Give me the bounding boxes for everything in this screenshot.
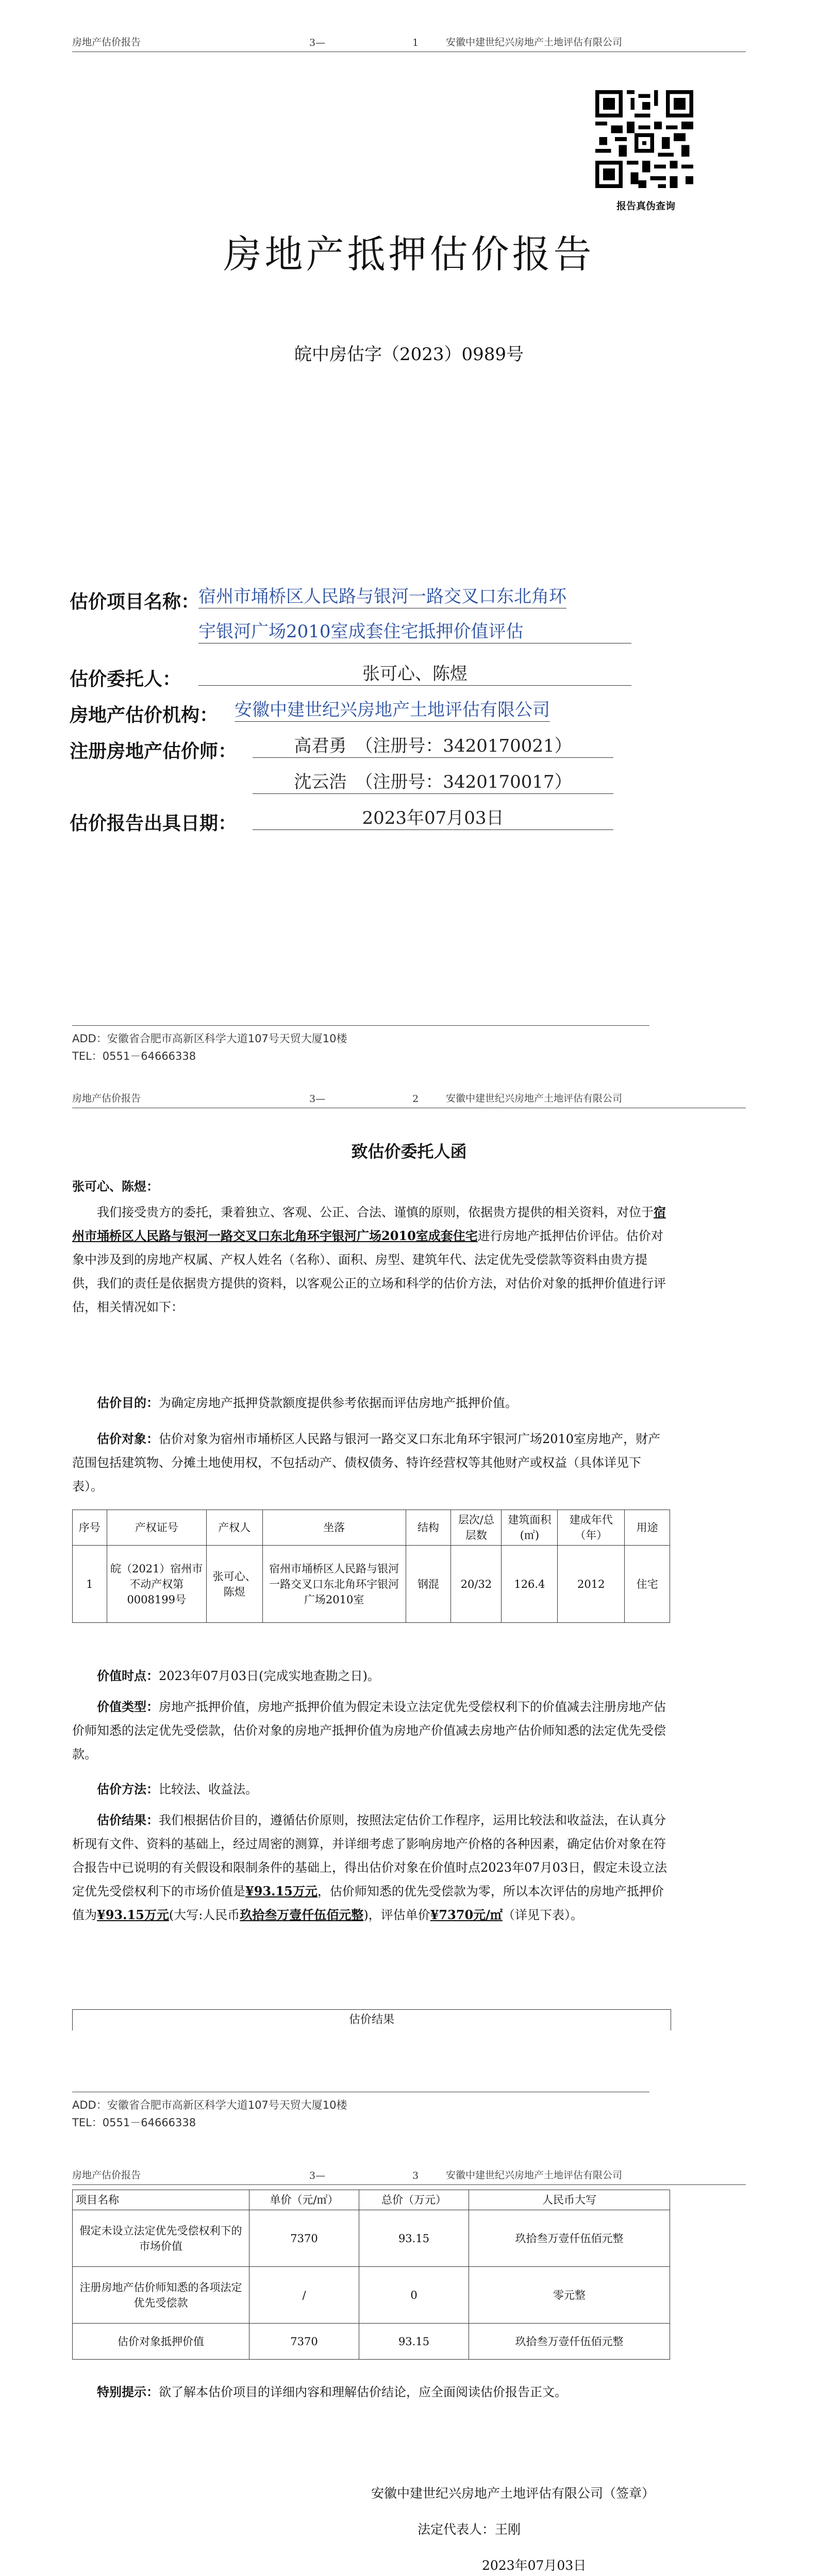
header-page-number: 3 xyxy=(412,2170,419,2181)
footer-address: ADD：安徽省合肥市高新区科学大道107号天贸大厦10楼 xyxy=(72,2099,347,2111)
appraiser-2: 沈云浩 （注册号：3420170017） xyxy=(253,771,613,794)
sign-company: 安徽中建世纪兴房地产土地评估有限公司（签章） xyxy=(371,2486,655,2501)
date-label: 估价报告出具日期： xyxy=(70,813,237,834)
date-value: 2023年07月03日 xyxy=(253,807,613,830)
purpose-paragraph: 估价目的：为确定房地产抵押贷款额度提供参考依据而评估房地产抵押价值。 xyxy=(97,1395,517,1410)
client-label: 估价委托人： xyxy=(70,669,181,690)
project-value-line2: 宇银河广场2010室成套住宅抵押价值评估 xyxy=(198,620,631,643)
project-label: 估价项目名称： xyxy=(70,591,200,613)
value-type-paragraph: 价值类型：房地产抵押价值，房地产抵押价值为假定未设立法定优先受偿权利下的价值减去注册房地产估价师知悉的法定优先受偿款，估价对象的房地产抵押价值为房地产价值减去房地产估价师知悉的法定优先受偿款。 xyxy=(72,1699,666,1761)
result-table xyxy=(72,2190,670,2360)
footer-tel: TEL：0551－64666338 xyxy=(72,2116,196,2129)
appraiser-label: 注册房地产估价师： xyxy=(70,741,237,762)
page-letter-1 xyxy=(0,1087,818,2159)
object-paragraph: 估价对象：估价对象为宿州市埇桥区人民路与银河一路交叉口东北角环宇银河广场2010室房地产，财产范围包括建筑物、分摊土地使用权，不包括动产、债权债务、特许经营权等其他财产或权益（具体详见下表）。 xyxy=(72,1431,661,1494)
table-row: 注册房地产估价师知悉的各项法定优先受偿款 / 0 零元整 xyxy=(73,2267,670,2324)
page-footer xyxy=(72,1025,649,1065)
property-address: 宿州市埇桥区人民路与银河一路交叉口东北角环宇银河广场2010室成套住宅 xyxy=(72,1205,666,1243)
project-value-line1: 宿州市埇桥区人民路与银河一路交叉口东北角环 xyxy=(198,585,566,608)
header-middle: 3— xyxy=(309,2170,326,2181)
header-left: 房地产估价报告 xyxy=(72,2170,141,2181)
table-header-row: 项目名称 单价（元/㎡） 总价（万元） 人民币大写 xyxy=(73,2190,670,2210)
header-middle: 3— xyxy=(309,37,326,48)
report-title: 房地产抵押估价报告 xyxy=(223,232,595,277)
footer-address: ADD：安徽省合肥市高新区科学大道107号天贸大厦10楼 xyxy=(72,1032,347,1045)
page-header xyxy=(72,1087,746,1108)
agency-value: 安徽中建世纪兴房地产土地评估有限公司 xyxy=(235,699,550,722)
page-header xyxy=(72,31,746,52)
value-date-paragraph: 价值时点：2023年07月03日(完成实地查勘之日)。 xyxy=(97,1668,380,1683)
result-table-caption: 估价结果 xyxy=(72,2009,671,2030)
letter-title: 致估价委托人函 xyxy=(351,1142,467,1161)
result-paragraph: 估价结果：我们根据估价目的，遵循估价原则，按照法定估价工作程序，运用比较法和收益法，在认真分析现有文件、资料的基础上，经过周密的测算，并详细考虑了影响房地产价格的各种因素，确定估价对象在符合报告中已说明的有关假设和限制条件的基础上，得出估价对象在价值时点2023年07月03日，假定未设立法定优先受偿权利下的市场价值是¥93.15万元，估价师知悉的优先受偿款为零，所以本次评估的房地产抵押价值为¥93.15万元(大写:人民币玖拾叁万壹仟伍佰元整)，评估单价¥7370元/㎡（详见下表）。 xyxy=(72,1812,667,1922)
qr-caption: 报告真伪查询 xyxy=(616,200,675,212)
table-row: 假定未设立法定优先受偿权利下的市场价值 7370 93.15 玖拾叁万壹仟伍佰元整 xyxy=(73,2210,670,2267)
sign-representative: 法定代表人：王刚 xyxy=(418,2522,521,2537)
agency-label: 房地产估价机构： xyxy=(70,705,219,726)
table-row: 估价对象抵押价值 7370 93.15 玖拾叁万壹仟伍佰元整 xyxy=(73,2324,670,2360)
page-letter-2 xyxy=(0,2164,818,2576)
intro-paragraph: 我们接受贵方的委托，秉着独立、客观、公正、合法、谨慎的原则，依据贵方提供的相关资料，对位于宿州市埇桥区人民路与银河一路交叉口东北角环宇银河广场2010室成套住宅进行房地产抵押估价评估。估价对象中涉及到的房地产权属、产权人姓名（名称）、面积、房型、建筑年代、法定优先受偿款等资料由贵方提供，我们的责任是依据贵方提供的资料，以客观公正的立场和科学的估价方法，对估价对象的抵押价值进行评估，相关情况如下： xyxy=(72,1205,666,1314)
method-paragraph: 估价方法：比较法、收益法。 xyxy=(97,1782,258,1797)
header-page-number: 1 xyxy=(412,37,419,48)
page-cover xyxy=(0,0,818,1077)
page-footer xyxy=(72,2092,649,2131)
table-header-row: 序号 产权证号 产权人 坐落 结构 层次/总层数 建筑面积(㎡) 建成年代（年） 用途 xyxy=(73,1510,670,1546)
table-row: 1 皖（2021）宿州市不动产权第0008199号 张可心、陈煜 宿州市埇桥区人民路与银河一路交叉口东北角环宇银河广场2010室 钢混 20/32 126.4 2012 住宅 xyxy=(73,1546,670,1623)
client-value: 张可心、陈煜 xyxy=(198,663,631,686)
qr-code-icon[interactable] xyxy=(595,90,693,188)
salutation: 张可心、陈煜： xyxy=(72,1179,159,1194)
footer-tel: TEL：0551－64666338 xyxy=(72,1050,196,1062)
header-page-number: 2 xyxy=(412,1093,419,1105)
appraiser-1: 高君勇 （注册号：3420170021） xyxy=(253,735,613,758)
property-table xyxy=(72,1510,670,1623)
header-left: 房地产估价报告 xyxy=(72,37,141,48)
header-middle: 3— xyxy=(309,1093,326,1105)
notice-paragraph: 特别提示：欲了解本估价项目的详细内容和理解估价结论，应全面阅读估价报告正文。 xyxy=(97,2384,567,2399)
header-right: 安徽中建世纪兴房地产土地评估有限公司 xyxy=(446,2170,623,2181)
page-header xyxy=(72,2164,746,2185)
sign-date: 2023年07月03日 xyxy=(482,2558,587,2573)
header-left: 房地产估价报告 xyxy=(72,1093,141,1104)
doc-number: 皖中房估字（2023）0989号 xyxy=(294,344,524,365)
header-right: 安徽中建世纪兴房地产土地评估有限公司 xyxy=(446,37,623,48)
header-right: 安徽中建世纪兴房地产土地评估有限公司 xyxy=(446,1093,623,1104)
